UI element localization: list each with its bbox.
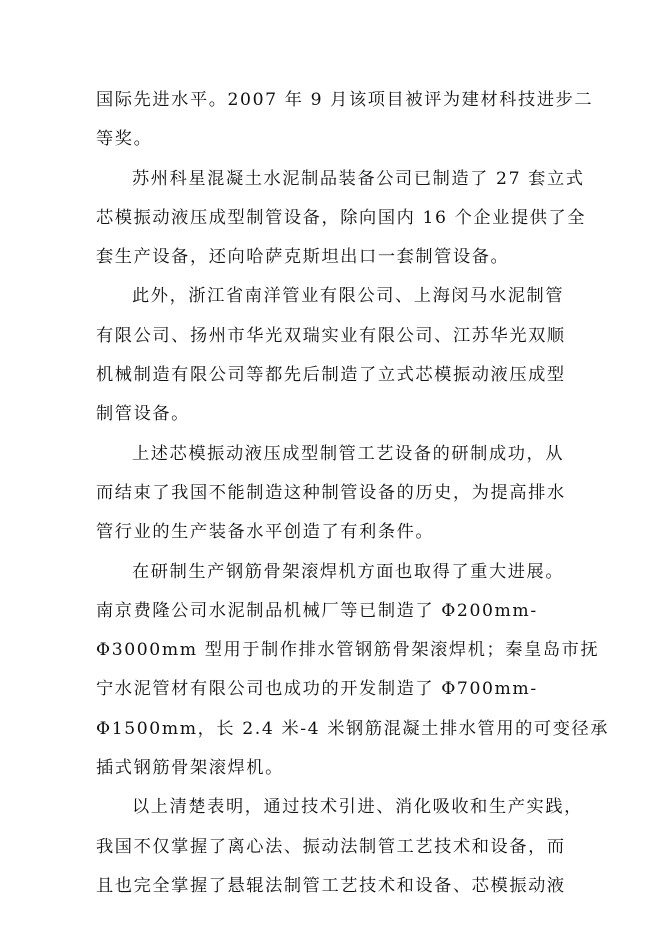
paragraph-start-line: 此外，浙江省南洋管业有限公司、上海闵马水泥制管 xyxy=(132,286,565,307)
text-line: 宁水泥管材有限公司也成功的开发制造了 Φ700mm- xyxy=(96,679,538,700)
text-line: 南京费隆公司水泥制品机械厂等已制造了 Φ200mm- xyxy=(96,600,538,621)
text-line: 而结束了我国不能制造这种制管设备的历史，为提高排水 xyxy=(96,482,566,503)
paragraph-start-line: 上述芯模振动液压成型制管工艺设备的研制成功，从 xyxy=(132,443,565,464)
text-line: Φ1500mm，长 2.4 米-4 米钢筋混凝土排水管用的可变径承 xyxy=(96,718,610,739)
text-line: 芯模振动液压成型制管设备，除向国内 16 个企业提供了全 xyxy=(96,207,587,228)
text-line: 有限公司、扬州市华光双瑞实业有限公司、江苏华光双顺 xyxy=(96,325,566,346)
text-line: 管行业的生产装备水平创造了有利条件。 xyxy=(96,522,435,543)
text-line: 我国不仅掌握了离心法、振动法制管工艺技术和设备，而 xyxy=(96,836,566,857)
text-line: Φ3000mm 型用于制作排水管钢筋骨架滚焊机；秦皇岛市抚 xyxy=(96,640,600,661)
paragraph-start-line: 苏州科星混凝土水泥制品装备公司已制造了 27 套立式 xyxy=(132,168,585,189)
text-line: 套生产设备，还向哈萨克斯坦出口一套制管设备。 xyxy=(96,247,510,268)
text-line: 等奖。 xyxy=(96,129,153,150)
text-line: 制管设备。 xyxy=(96,404,190,425)
text-line: 国际先进水平。2007 年 9 月该项目被评为建材科技进步二 xyxy=(96,90,594,110)
document-body xyxy=(96,81,610,906)
paragraph-start-line: 在研制生产钢筋骨架滚焊机方面也取得了重大进展。 xyxy=(132,561,565,582)
text-line: 插式钢筋骨架滚焊机。 xyxy=(96,758,284,779)
text-line: 且也完全掌握了悬辊法制管工艺技术和设备、芯模振动液 xyxy=(96,875,566,896)
text-line: 机械制造有限公司等都先后制造了立式芯模振动液压成型 xyxy=(96,365,566,386)
paragraph-start-line: 以上清楚表明，通过技术引进、消化吸收和生产实践， xyxy=(132,797,583,818)
